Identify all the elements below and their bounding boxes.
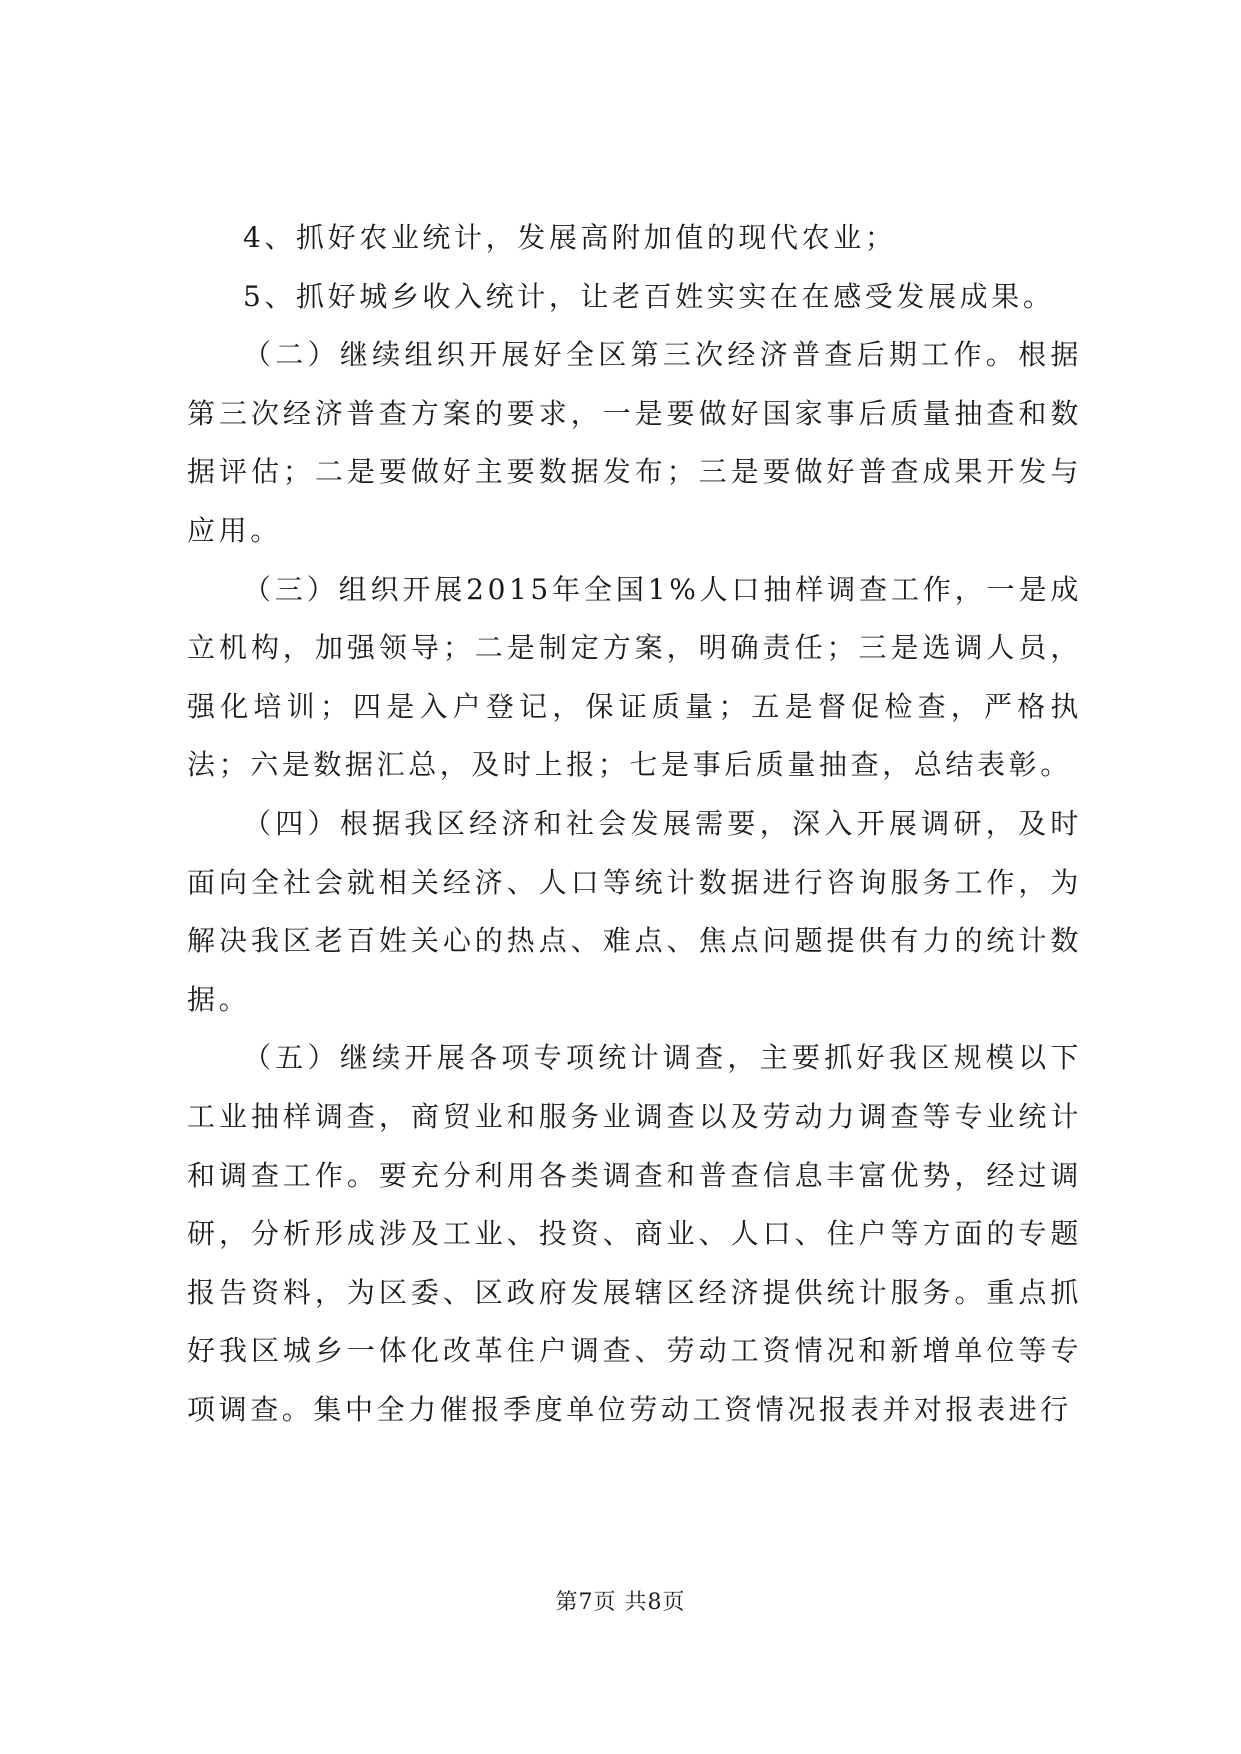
document-body [187, 209, 1082, 1439]
paragraph-section-2: （二）继续组织开展好全区第三次经济普查后期工作。根据第三次经济普查方案的要求，一是要做好国家事后质量抽查和数据评估；二是要做好主要数据发布；三是要做好普查成果开发与应用。 [187, 338, 1082, 547]
paragraph-section-5: （五）继续开展各项专项统计调查，主要抓好我区规模以下工业抽样调查，商贸业和服务业调查以及劳动力调查等专业统计和调查工作。要充分利用各类调查和普查信息丰富优势，经过调研，分析形成涉及工业、投资、商业、人口、住户等方面的专题报告资料，为区委、区政府发展辖区经济提供统计服务。重点抓好我区城乡一体化改革住户调查、劳动工资情况和新增单位等专项调查。集中全力催报季度单位劳动工资情况报表并对报表进行 [187, 1041, 1082, 1426]
paragraph-section-4: （四）根据我区经济和社会发展需要，深入开展调研，及时面向全社会就相关经济、人口等统计数据进行咨询服务工作，为解决我区老百姓关心的热点、难点、焦点问题提供有力的统计数据。 [187, 806, 1082, 1016]
paragraph-item-4: 4、抓好农业统计，发展高附加值的现代农业； [243, 221, 897, 254]
paragraph-item-5: 5、抓好城乡收入统计，让老百姓实实在在感受发展成果。 [243, 279, 1055, 313]
page-number: 第7页 共8页 [555, 1590, 686, 1615]
page-footer [0, 1588, 1241, 1618]
paragraph-section-3: （三）组织开展2015年全国1%人口抽样调查工作，一是成立机构，加强领导；二是制定方案，明确责任；三是选调人员，强化培训；四是入户登记，保证质量；五是督促检查，严格执法；六是数据汇总，及时上报；七是事后质量抽查，总结表彰。 [187, 572, 1082, 782]
